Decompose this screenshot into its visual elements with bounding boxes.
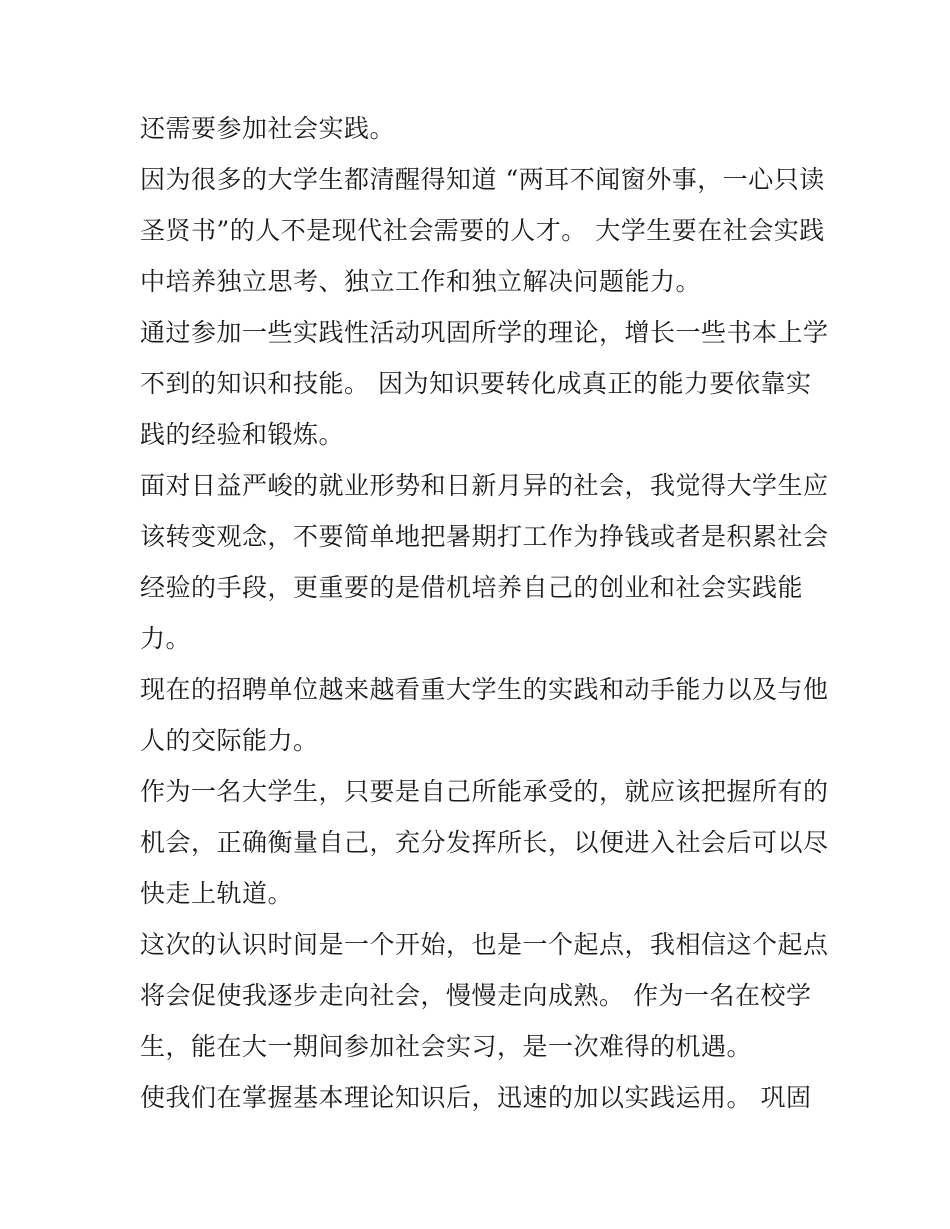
text-line: 使我们在掌握基本理论知识后，迅速的加以实践运用。 巩固: [140, 1083, 812, 1112]
text-line: 通过参加一些实践性活动巩固所学的理论，增长一些书本上学: [140, 318, 829, 347]
text-line: 不到的知识和技能。 因为知识要转化成真正的能力要依靠实: [140, 369, 812, 398]
text-line: 该转变观念，不要简单地把暑期打工作为挣钱或者是积累社会: [140, 522, 829, 551]
text-line: 快走上轨道。: [140, 879, 294, 908]
text-line: 圣贤书”的人不是现代社会需要的人才。 大学生要在社会实践: [140, 216, 825, 245]
text-line: 人的交际能力。: [140, 726, 319, 755]
text-line: 这次的认识时间是一个开始，也是一个起点，我相信这个起点: [140, 930, 829, 959]
text-line: 作为一名大学生，只要是自己所能承受的，就应该把握所有的: [140, 777, 829, 806]
text-line: 经验的手段，更重要的是借机培养自己的创业和社会实践能: [140, 573, 804, 602]
text-line: 中培养独立思考、独立工作和独立解决问题能力。: [140, 267, 702, 296]
text-line: 力。: [140, 624, 192, 653]
text-line: 现在的招聘单位越来越看重大学生的实践和动手能力以及与他: [140, 675, 829, 704]
text-line: 将会促使我逐步走向社会，慢慢走向成熟。 作为一名在校学: [140, 981, 812, 1010]
document-body: [140, 103, 829, 1123]
text-line: 因为很多的大学生都清醒得知道 “两耳不闻窗外事，一心只读: [140, 165, 825, 194]
text-line: 生，能在大一期间参加社会实习，是一次难得的机遇。: [140, 1032, 753, 1061]
text-line: 践的经验和锻炼。: [140, 420, 345, 449]
text-line: 机会，正确衡量自己，充分发挥所长，以便进入社会后可以尽: [140, 828, 829, 857]
text-line: 面对日益严峻的就业形势和日新月异的社会，我觉得大学生应: [140, 471, 829, 500]
text-line: 还需要参加社会实践。: [140, 114, 396, 143]
